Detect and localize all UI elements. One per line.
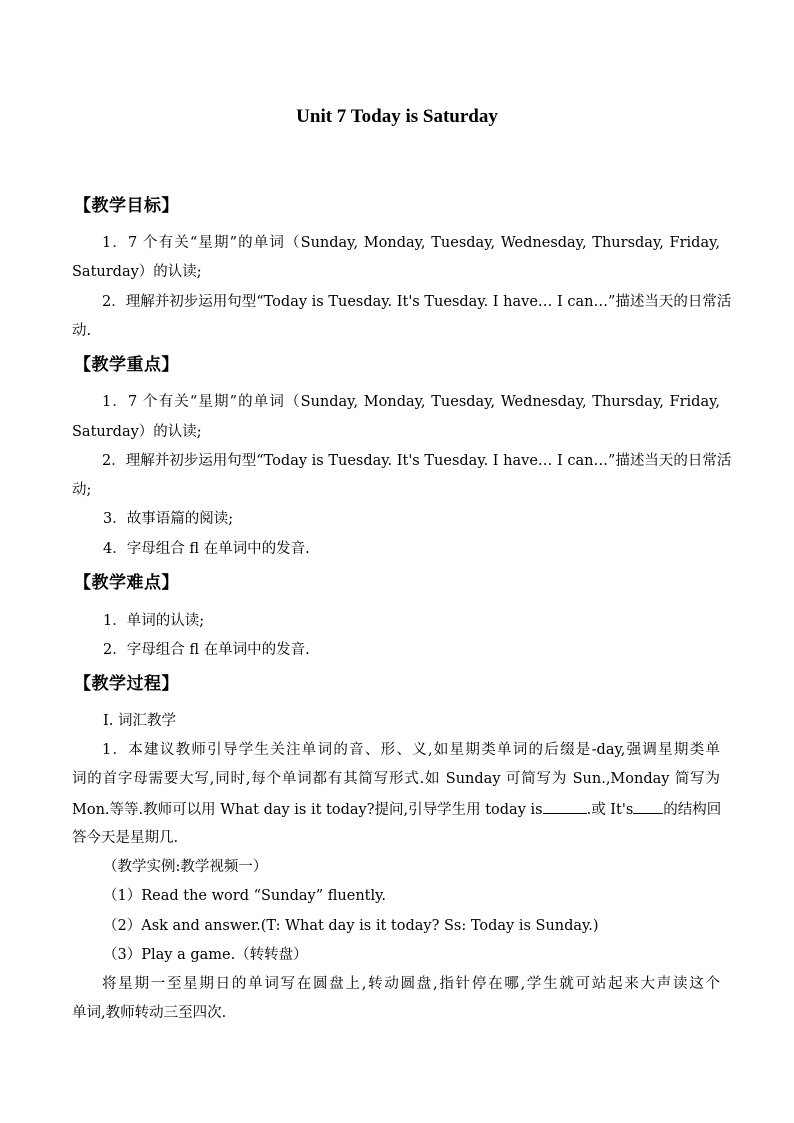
process-line-6: （教学实例:教学视频一） bbox=[103, 859, 268, 875]
process-line-4: Mon.等等.教师可以用 What day is it today?提问,引导学生用 today is .或 It's 的结构回 bbox=[72, 799, 721, 820]
key-points-line-2: Saturday）的认读; bbox=[72, 424, 202, 440]
process-line-2: 1．本建议教师引导学生关注单词的音、形、义,如星期类单词的后缀是-day,强调星期类单 bbox=[102, 742, 720, 758]
difficulties-line-2: 2．字母组合 fl 在单词中的发音. bbox=[103, 642, 310, 658]
heading-objectives: 【教学目标】 bbox=[74, 196, 179, 216]
process-line-9: （3）Play a game.（转转盘） bbox=[103, 947, 308, 963]
key-points-line-3: 2．理解并初步运用句型“Today is Tuesday. It's Tuesday. I have… I can…”描述当天的日常活 bbox=[102, 453, 732, 469]
objectives-line-3: 2．理解并初步运用句型“Today is Tuesday. It's Tuesday. I have… I can…”描述当天的日常活 bbox=[102, 294, 732, 310]
objectives-line-2: Saturday）的认读; bbox=[72, 264, 202, 280]
key-points-line-1: 1．7 个有关“星期”的单词（Sunday, Monday, Tuesday, Wednesday, Thursday, Friday, bbox=[102, 394, 720, 410]
key-points-line-4: 动; bbox=[72, 482, 92, 498]
process-line-11: 单词,教师转动三至四次. bbox=[72, 1005, 227, 1021]
key-points-line-5: 3．故事语篇的阅读; bbox=[103, 511, 234, 527]
process-line-10: 将星期一至星期日的单词写在圆盘上,转动圆盘,指针停在哪,学生就可站起来大声读这个 bbox=[102, 976, 720, 992]
objectives-line-4: 动. bbox=[72, 323, 92, 339]
heading-process: 【教学过程】 bbox=[74, 674, 179, 694]
difficulties-line-1: 1．单词的认读; bbox=[103, 613, 205, 629]
process-line-1: I. 词汇教学 bbox=[103, 713, 176, 729]
process-line-3: 词的首字母需要大写,同时,每个单词都有其简写形式.如 Sunday 可简写为 Sun.,Monday 简写为 bbox=[72, 771, 720, 787]
process-line-5: 答今天是星期几. bbox=[72, 830, 179, 846]
process-line-8: （2）Ask and answer.(T: What day is it today? Ss: Today is Sunday.) bbox=[103, 918, 599, 934]
answer-blank-1 bbox=[543, 799, 587, 814]
document-title: Unit 7 Today is Saturday bbox=[296, 106, 498, 127]
objectives-line-1: 1．7 个有关“星期”的单词（Sunday, Monday, Tuesday, Wednesday, Thursday, Friday, bbox=[102, 235, 720, 251]
heading-difficulties: 【教学难点】 bbox=[74, 573, 179, 593]
key-points-line-6: 4．字母组合 fl 在单词中的发音. bbox=[103, 541, 310, 557]
process-line-7: （1）Read the word “Sunday” fluently. bbox=[103, 888, 387, 904]
heading-key-points: 【教学重点】 bbox=[74, 355, 179, 375]
answer-blank-2 bbox=[633, 799, 663, 814]
